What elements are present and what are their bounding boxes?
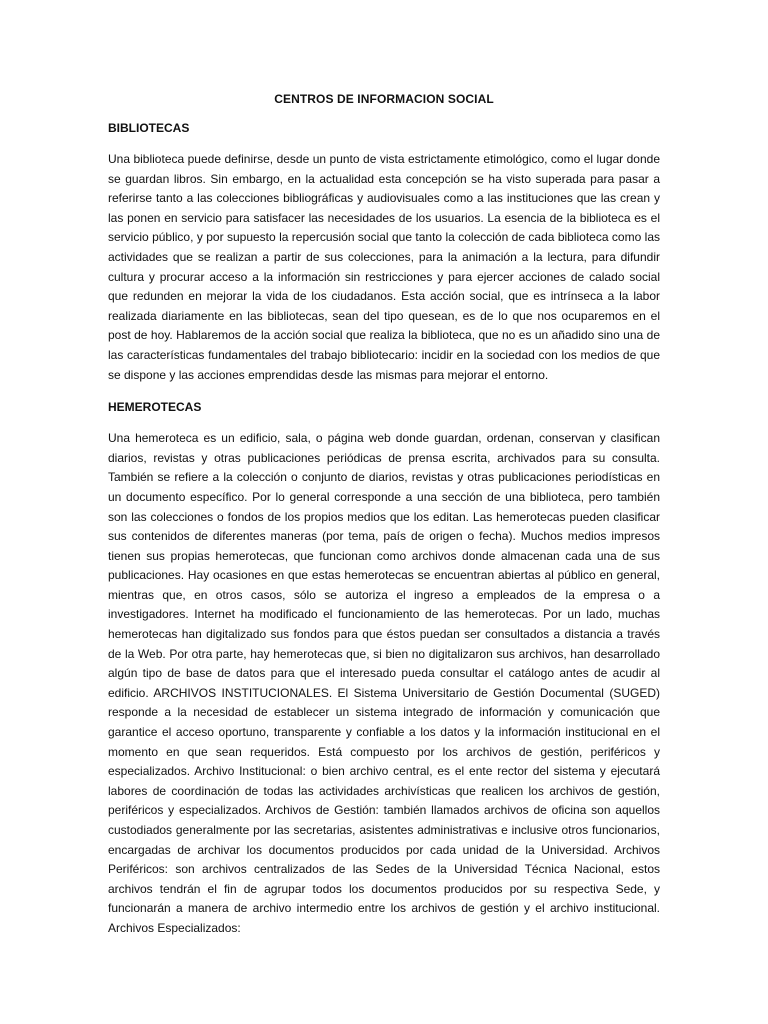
document-title: CENTROS DE INFORMACION SOCIAL [274, 92, 494, 106]
section-heading-bibliotecas: BIBLIOTECAS [108, 121, 190, 135]
section-heading-hemerotecas: HEMEROTECAS [108, 400, 202, 415]
section-body-hemerotecas: Una hemeroteca es un edificio, sala, o página web donde guardan, ordenan, conservan y clasifican diarios, revistas y otras publicaciones periódicas de prensa escrita, archivados para su consulta. También se refiere a la colección o conjunto de diarios, revistas y otras publicaciones periodísticas en un documento específico. Por lo general corresponde a una sección de una biblioteca, pero también son las colecciones o fondos de los propios medios que los editan. Las hemerotecas pueden clasificar sus contenidos de diferentes maneras (por tema, país de origen o fecha). Muchos medios impresos tienen sus propias hemerotecas, que funcionan como archivos donde almacenan cada una de sus publicaciones. Hay ocasiones en que estas hemerotecas se encuentran abiertas al público en general, mientras que, en otros casos, sólo se autoriza el ingreso a empleados de la empresa o a investigadores. Internet ha modificado el funcionamiento de las hemerotecas. Por un lado, muchas hemerotecas han digitalizado sus fondos para que éstos puedan ser consultados a distancia a través de la Web. Por otra parte, hay hemerotecas que, si bien no digitalizaron sus archivos, han desarrollado algún tipo de base de datos para que el interesado pueda consultar el catálogo antes de acudir al edificio. ARCHIVOS INSTITUCIONALES. El Sistema Universitario de Gestión Documental (SUGED) responde a la necesidad de establecer un sistema integrado de información y comunicación que garantice el acceso oportuno, transparente y confiable a los datos y la información institucional en el momento en que sean requeridos. Está compuesto por los archivos de gestión, periféricos y especializados. Archivo Institucional: o bien archivo central, es el ente rector del sistema y ejecutará labores de coordinación de todas las actividades archivísticas que realicen los archivos de gestión, periféricos y especializados. Archivos de Gestión: también llamados archivos de oficina son aquellos custodiados generalmente por las secretarias, asistentes administrativas e inclusive otros funcionarios, encargadas de archivar los documentos producidos por cada unidad de la Universidad. Archivos Periféricos: son archivos centralizados de las Sedes de la Universidad Técnica Nacional, estos archivos tendrán el fin de agrupar todos los documentos producidos por su respectiva Sede, y funcionarán a manera de archivo intermedio entre los archivos de gestión y el archivo institucional. Archivos Especializados: [108, 431, 660, 935]
section-body-bibliotecas: Una biblioteca puede definirse, desde un punto de vista estrictamente etimológico, como el lugar donde se guardan libros. Sin embargo, en la actualidad esta concepción se ha visto superada para pasar a referirse tanto a las colecciones bibliográficas y audiovisuales como a las instituciones que las crean y las ponen en servicio para satisfacer las necesidades de los usuarios. La esencia de la biblioteca es el servicio público, y por supuesto la repercusión social que tanto la colección de cada biblioteca como las actividades que se realizan a partir de sus colecciones, para la animación a la lectura, para difundir cultura y procurar acceso a la información sin restricciones y para ejercer acciones de calado social que redunden en mejorar la vida de los ciudadanos. Esta acción social, que es intrínseca a la labor realizada diariamente en las bibliotecas, sean del tipo quesean, es de lo que nos ocuparemos en el post de hoy. Hablaremos de la acción social que realiza la biblioteca, que no es un añadido sino una de las características fundamentales del trabajo bibliotecario: incidir en la sociedad con los medios de que se dispone y las acciones emprendidas desde las mismas para mejorar el entorno. [108, 152, 660, 382]
